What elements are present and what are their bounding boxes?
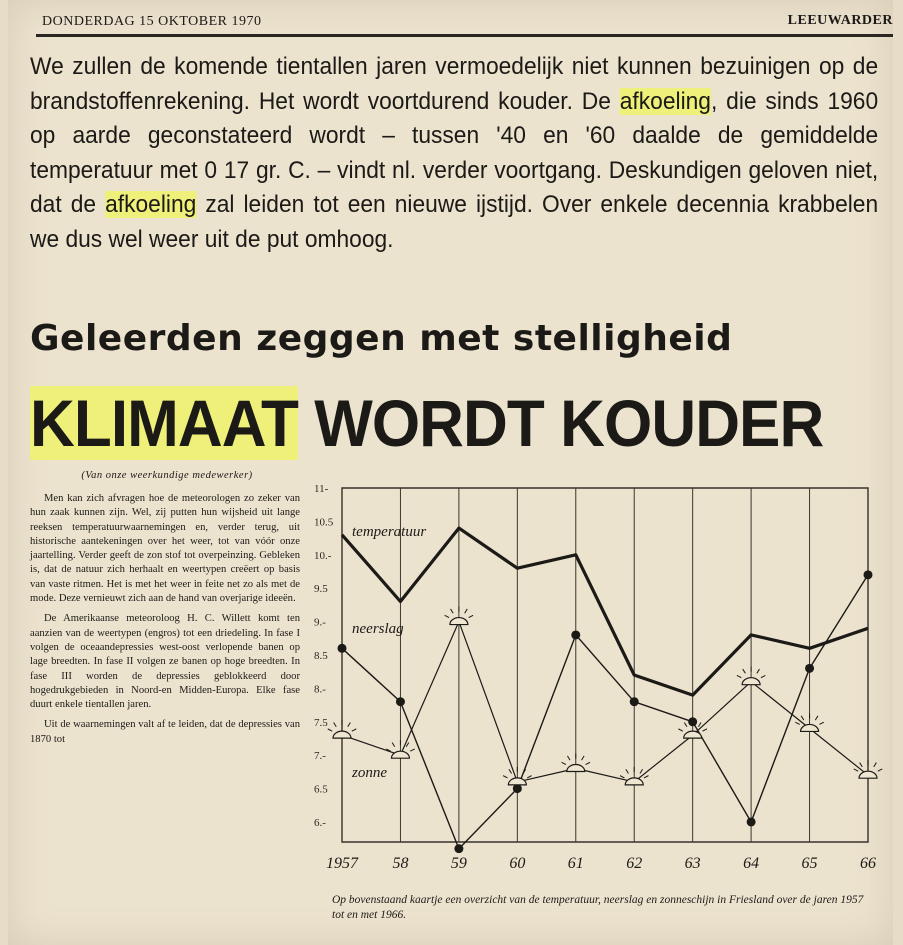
sun-marker: [508, 778, 526, 785]
data-point: [805, 664, 814, 673]
issue-date: DONDERDAG 15 OKTOBER 1970: [42, 14, 262, 29]
sun-ray: [640, 769, 643, 773]
sun-marker: [391, 751, 409, 758]
sun-ray: [878, 769, 882, 771]
sun-ray: [527, 776, 531, 778]
sun-ray: [567, 756, 570, 760]
y-tick-label: 6.5: [314, 783, 328, 796]
sun-marker: [801, 724, 819, 731]
series-label: temperatuur: [352, 524, 427, 540]
y-tick-label: 8.5: [314, 649, 328, 662]
x-tick-label: 63: [684, 855, 701, 870]
sun-ray: [465, 609, 468, 613]
y-tick-label: 11-: [314, 483, 329, 495]
y-tick-label: 9.-: [314, 616, 326, 629]
sun-ray: [406, 743, 409, 747]
y-tick-label: 6.-: [314, 816, 326, 829]
y-tick-label: 7.-: [314, 750, 326, 763]
data-point: [338, 644, 347, 653]
sun-ray: [503, 776, 507, 778]
sun-ray: [737, 675, 741, 677]
sun-ray: [509, 769, 512, 773]
x-tick-label: 65: [801, 855, 818, 870]
chart-frame: [342, 488, 868, 842]
sun-ray: [445, 615, 449, 617]
x-tick-label: 66: [860, 855, 876, 870]
intro-text-2: , die sinds 1960 op aarde geconstateerd wordt – tussen '40 en '60 daalde de gemiddelde temperatuur met 0 17 gr. C. – vindt nl. verder voortgang. Deskundigen geloven niet, dat de: [30, 87, 879, 218]
sun-ray: [801, 716, 804, 720]
data-point: [864, 570, 873, 579]
series-line-zonne: [342, 622, 868, 782]
sun-ray: [469, 615, 473, 617]
x-tick-label: 62: [626, 855, 643, 870]
sun-ray: [684, 722, 687, 726]
sun-ray: [586, 762, 590, 764]
sun-ray: [626, 769, 629, 773]
x-tick-label: 61: [567, 855, 584, 870]
x-tick-label: 64: [743, 855, 760, 870]
headline-rest: WORDT KOUDER: [297, 386, 824, 460]
chart-caption: Op bovenstaand kaartje een overzicht van de temperatuur, neerslag en zonneschijn in Friesland over de jaren 1957 tot en met 1966.: [332, 894, 864, 921]
sun-marker: [567, 765, 585, 772]
y-tick-label: 10.-: [314, 549, 332, 562]
series-label: zonne: [352, 765, 387, 781]
sun-marker: [625, 778, 643, 785]
newspaper-name: LEEUWARDER: [787, 13, 893, 28]
sun-ray: [702, 729, 706, 731]
body-paragraph: Uit de waarnemingen valt af te leiden, dat de depressies van 1870 tot: [30, 719, 300, 745]
data-point: [454, 844, 463, 853]
masthead: [36, 8, 893, 37]
article-body: [30, 492, 300, 747]
x-tick-label: 60: [509, 855, 526, 870]
body-paragraph: Men kan zich afvragen hoe de meteorologen zo zeker van hun zaak kunnen zijn. Wel, zij putten hun wijsheid uit lange reeksen temperatuurwaarnemingen en, verder terug, uit historische aantekeningen over het weer, tot van vóór onze jaartelling. Verder geeft de zon stof tot overpeinzing. Gebleken is, dat de natuur zich herhaalt en weertypen creëert op basis van vaste ritmen. Het is met het weer in feite net zo als met de mode. Deze vernieuwt zich aan de hand van overjarige ideeën.: [30, 493, 300, 605]
intro-paragraph: [30, 50, 878, 257]
headline-highlight: KLIMAAT: [30, 386, 298, 460]
sun-ray: [698, 722, 701, 726]
sun-ray: [757, 669, 760, 673]
intro-text-3: zal leiden tot een nieuwe ijstijd. Over enkele decennia krabbelen we dus wel weer uit de put omhoog.: [30, 191, 879, 253]
sun-ray: [352, 729, 356, 731]
sun-ray: [620, 776, 624, 778]
sun-ray: [392, 743, 395, 747]
sun-ray: [334, 722, 337, 726]
headline: [30, 383, 823, 463]
subheadline: Geleerden zeggen met stelligheid: [30, 318, 733, 359]
y-tick-label: 9.5: [314, 583, 328, 596]
sun-marker: [333, 731, 351, 738]
sun-marker: [859, 771, 877, 778]
sun-ray: [678, 729, 682, 731]
data-point: [747, 817, 756, 826]
series-line-temperatuur: [342, 528, 868, 695]
x-tick-label: 58: [392, 855, 409, 870]
series-label: neerslag: [352, 621, 404, 637]
highlight-afkoeling-2: afkoeling: [105, 191, 197, 218]
sun-ray: [328, 729, 332, 731]
intro-text-1: We zullen de komende tientallen jaren vermoedelijk niet kunnen bezuinigen op de brandstoffenrekening. Het wordt voortdurend kouder. De: [30, 53, 879, 115]
x-tick-label: 59: [450, 855, 467, 870]
sun-ray: [743, 669, 746, 673]
sun-ray: [874, 763, 877, 767]
body-paragraph: De Amerikaanse meteoroloog H. C. Willett komt ten aanzien van de weertypen (engros) tot een driedeling. In fase I volgen de oceaandepressies west-oost verlopende banen op lage breedten. In fase II volgen ze banen op hoge breedten. In fase III worden de depressies geblokkeerd door hogedrukgebieden in Noord-en Midden-Europa. Elke fase duurt enkele tientallen jaren.: [30, 613, 300, 711]
sun-ray: [348, 722, 351, 726]
sun-ray: [860, 763, 863, 767]
byline: (Van onze weerkundige medewerker): [81, 470, 253, 481]
sun-ray: [819, 722, 823, 724]
climate-chart: [300, 470, 890, 870]
chart-svg: [300, 470, 890, 870]
sun-ray: [761, 675, 765, 677]
y-tick-label: 10.5: [314, 516, 334, 529]
sun-ray: [410, 749, 414, 751]
data-point: [630, 697, 639, 706]
x-tick-label: 1957: [326, 855, 358, 870]
y-tick-label: 7.5: [314, 716, 328, 729]
sun-marker: [450, 618, 468, 625]
sun-ray: [644, 776, 648, 778]
sun-ray: [854, 769, 858, 771]
sun-ray: [582, 756, 585, 760]
data-point: [571, 630, 580, 639]
sun-ray: [795, 722, 799, 724]
sun-ray: [562, 762, 566, 764]
sun-marker: [742, 678, 760, 685]
y-tick-label: 8.-: [314, 683, 326, 696]
data-point: [396, 697, 405, 706]
sun-ray: [815, 716, 818, 720]
sun-ray: [451, 609, 454, 613]
highlight-afkoeling-1: afkoeling: [619, 87, 711, 115]
